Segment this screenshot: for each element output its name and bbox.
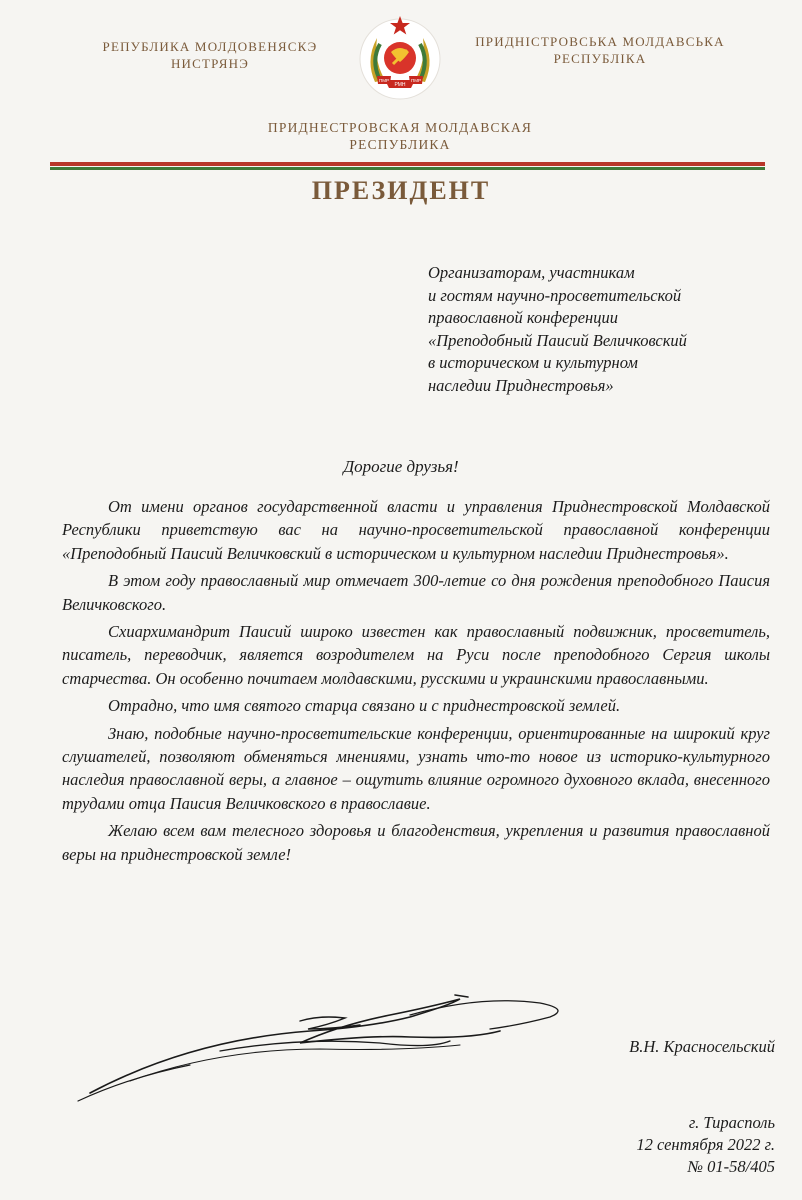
addressee-line: православной конференции bbox=[428, 308, 618, 327]
state-emblem-icon bbox=[355, 12, 445, 104]
header-rule-red bbox=[50, 162, 765, 166]
place: г. Тирасполь bbox=[688, 1113, 775, 1132]
date: 12 сентября 2022 г. bbox=[636, 1135, 775, 1154]
header-moldavian: РЕПУБЛИКА МОЛДОВЕНЯСКЭ НИСТРЯНЭ bbox=[102, 39, 318, 71]
signer-name: В.Н. Красносельский bbox=[629, 1037, 775, 1056]
greeting: Дорогие друзья! bbox=[343, 457, 459, 476]
addressee-line: наследии Приднестровья» bbox=[428, 375, 614, 395]
addressee-block bbox=[428, 262, 788, 397]
document-title: ПРЕЗИДЕНТ bbox=[311, 176, 491, 205]
handwritten-signature-icon bbox=[70, 985, 630, 1105]
place-date-number bbox=[540, 1112, 775, 1178]
svg-text:ПМР: ПМР bbox=[379, 78, 389, 83]
body-paragraph: Желаю всем вам телесного здоровья и благоденствия, укрепления и развития православной веры на приднестровской земле! bbox=[62, 821, 770, 864]
body-paragraph: В этом году православный мир отмечает 300-летие со дня рождения преподобного Паисия Величковского. bbox=[62, 571, 770, 614]
letter-body bbox=[62, 495, 770, 870]
body-paragraph: Отрадно, что имя святого старца связано и с приднестровской землей. bbox=[108, 696, 621, 716]
body-paragraph: Схиархимандрит Паисий широко известен как православный подвижник, просветитель, писатель, переводчик, является возродителем на Руси после преподобного Сергия школы старчества. Он особенно почитаем молдавскими, русскими и украинскими православными. bbox=[62, 622, 770, 688]
body-paragraph: От имени органов государственной власти и управления Приднестровской Молдавской Республики приветствую вас на научно-просветительской православной конференции «Преподобный Паисий Величковский в историческом и культурном наследии Приднестровья». bbox=[62, 497, 770, 563]
header-rule-green bbox=[50, 167, 765, 170]
header-russian: ПРИДНЕСТРОВСКАЯ МОЛДАВСКАЯ РЕСПУБЛИКА bbox=[267, 120, 533, 152]
header-ukrainian: ПРИДНІСТРОВСЬКА МОЛДАВСЬКА РЕСПУБЛІКА bbox=[475, 34, 725, 66]
addressee-line: Организаторам, участникам bbox=[428, 263, 635, 282]
svg-text:ПМР: ПМР bbox=[411, 78, 421, 83]
body-paragraph: Знаю, подобные научно-просветительские конференции, ориентированные на широкий круг слушателей, позволяют обменяться мнениями, узнать что-то новое из историко-культурного наследия православной веры, а главное – ощутить влияние огромного духовного вклада, внесенного трудами отца Паисия Величковского в православие. bbox=[62, 723, 770, 813]
addressee-line: в историческом и культурном bbox=[428, 353, 638, 372]
svg-text:РМН: РМН bbox=[394, 82, 406, 88]
addressee-line: «Преподобный Паисий Величковский bbox=[428, 330, 687, 350]
document-number: № 01-58/405 bbox=[687, 1157, 775, 1176]
addressee-line: и гостям научно-просветительской bbox=[428, 285, 682, 305]
